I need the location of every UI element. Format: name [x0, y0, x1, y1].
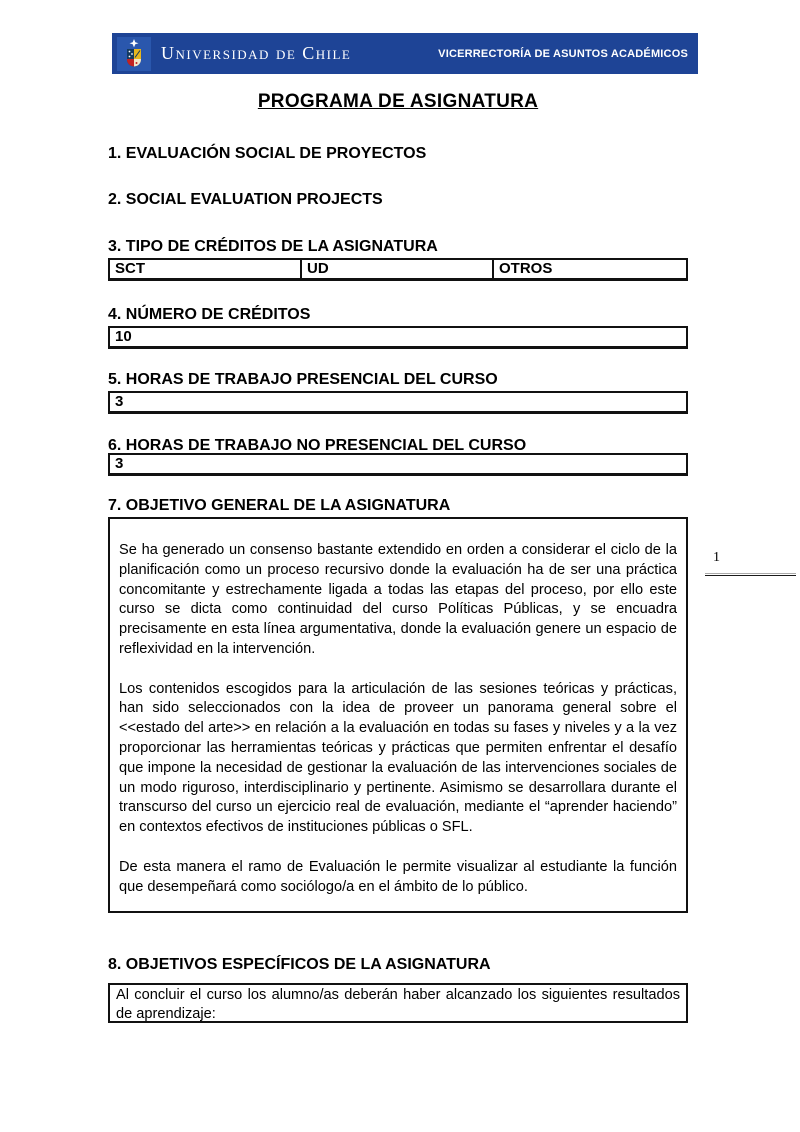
credit-col-otros: OTROS	[499, 260, 553, 277]
page-title: PROGRAMA DE ASIGNATURA	[257, 91, 539, 112]
specific-objectives-box: Al concluir el curso los alumno/as deberán haber alcanzado los siguientes resultados de aprendizaje:	[108, 983, 688, 1023]
section-8-heading: 8. OBJETIVOS ESPECÍFICOS DE LA ASIGNATURA	[108, 956, 491, 973]
section-7-heading: 7. OBJETIVO GENERAL DE LA ASIGNATURA	[108, 497, 451, 514]
department-name: VICERRECTORÍA DE ASUNTOS ACADÉMICOS	[438, 47, 688, 60]
header-bar	[112, 33, 698, 74]
university-brand	[117, 37, 438, 71]
presential-hours-box: 3	[108, 391, 688, 414]
university-name: Universidad de Chile	[161, 43, 352, 63]
credits-value-box: 10	[108, 326, 688, 349]
page-number-rule	[705, 573, 796, 576]
non-presential-hours-box: 3	[108, 453, 688, 476]
credit-col-ud: UD	[302, 260, 494, 278]
section-6-heading: 6. HORAS DE TRABAJO NO PRESENCIAL DEL CURSO	[108, 437, 527, 454]
objective-paragraph-3: De esta manera el ramo de Evaluación le permite visualizar al estudiante la función que desempeñará como sociólogo/a en el ámbito de lo público.	[119, 858, 677, 895]
general-objective-box	[108, 517, 688, 913]
credit-type-table	[108, 258, 688, 281]
section-4-heading: 4. NÚMERO DE CRÉDITOS	[108, 306, 311, 323]
credit-col-sct: SCT	[110, 260, 302, 278]
section-1-heading: 1. EVALUACIÓN SOCIAL DE PROYECTOS	[108, 145, 427, 162]
objective-paragraph-1: Se ha generado un consenso bastante extendido en orden a considerar el ciclo de la planificación como un proceso recursivo donde la evaluación ha de ser una práctica concomitante y estrechamente ligada a todas las etapas del proceso, por ello este curso se dicta como continuidad del curso Políticas Públicas, y se encuadra precisamente en esta línea argumentativa, donde la evaluación genere un espacio de reflexividad en la intervención.	[119, 542, 677, 657]
section-3-heading: 3. TIPO DE CRÉDITOS DE LA ASIGNATURA	[108, 238, 438, 255]
section-5-heading: 5. HORAS DE TRABAJO PRESENCIAL DEL CURSO	[108, 371, 498, 388]
page-number: 1	[713, 550, 720, 565]
section-2-heading: 2. SOCIAL EVALUATION PROJECTS	[108, 191, 383, 208]
uchile-crest-icon	[117, 37, 151, 71]
objective-paragraph-2: Los contenidos escogidos para la articulación de las sesiones teóricas y prácticas, han sido seleccionados con la idea de proveer un panorama general sobre el <<estado del arte>> en relación a la evaluación en todas su fases y niveles y a la vez proporcionar las herramientas teóricas y prácticas que permiten enfrentar el desafío que impone la necesidad de gestionar la evaluación de las intervenciones sociales de un modo riguroso, interdisciplinario y pertinente. Asimismo se desarrollara durante el transcurso del curso un ejercicio real de evaluación, mediante el “aprender haciendo” en contextos efectivos de instituciones públicas o SFL.	[119, 680, 677, 836]
